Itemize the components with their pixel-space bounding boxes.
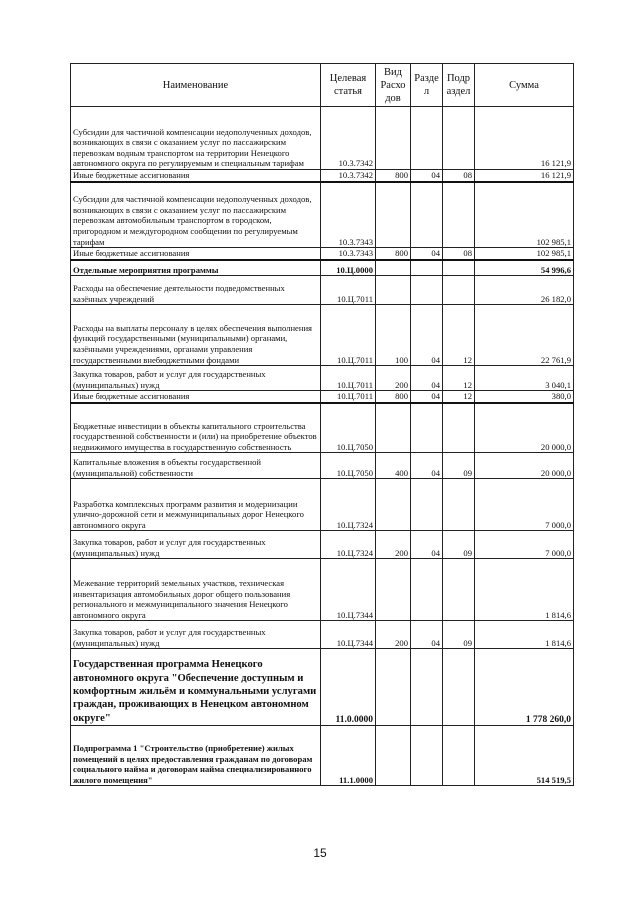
row-sum: 1 778 260,0 — [475, 649, 574, 726]
row-razdel: 04 — [411, 248, 443, 260]
row-target: 10.3.7343 — [321, 248, 376, 260]
row-name: Межевание территорий земельных участков, техническая инвентаризация автомобильных дорог общего пользования регионального и межмуниципального значения Ненецкого автономного округа — [71, 559, 321, 621]
row-sum: 16 121,9 — [475, 170, 574, 182]
row-podrazdel: 08 — [443, 248, 475, 260]
page-number: 15 — [313, 846, 327, 860]
table-row — [71, 107, 574, 170]
row-sum: 54 996,6 — [475, 260, 574, 276]
table-row — [71, 649, 574, 726]
header-podrazdel: Подр аздел — [443, 64, 475, 107]
row-target: 11.1.0000 — [321, 726, 376, 786]
row-name: Иные бюджетные ассигнования — [71, 248, 321, 260]
row-vid — [376, 726, 411, 786]
row-target: 11.0.0000 — [321, 649, 376, 726]
row-razdel — [411, 726, 443, 786]
row-target: 10.3.7343 — [321, 182, 376, 248]
table-row — [71, 276, 574, 305]
row-razdel — [411, 649, 443, 726]
row-podrazdel — [443, 403, 475, 453]
row-vid — [376, 559, 411, 621]
row-name: Расходы на обеспечение деятельности подведомственных казённых учреждений — [71, 276, 321, 305]
row-razdel — [411, 403, 443, 453]
row-target: 10.Ц.7050 — [321, 453, 376, 479]
row-name: Отдельные мероприятия программы — [71, 260, 321, 276]
header-sum: Сумма — [475, 64, 574, 107]
row-razdel — [411, 107, 443, 170]
row-vid — [376, 107, 411, 170]
header-target: Целевая статья — [321, 64, 376, 107]
row-sum: 7 000,0 — [475, 479, 574, 531]
row-name: Подпрограмма 1 "Строительство (приобретение) жилых помещений в целях предоставления гражданам по договорам социального найма и договорам найма специализированного жилого помещения" — [71, 726, 321, 786]
row-razdel — [411, 479, 443, 531]
row-podrazdel: 12 — [443, 366, 475, 391]
row-sum: 380,0 — [475, 391, 574, 403]
table-row — [71, 531, 574, 559]
row-name: Разработка комплексных программ развития и модернизации улично-дорожной сети и межмуниципальных дорог Ненецкого автономного округа — [71, 479, 321, 531]
row-vid — [376, 276, 411, 305]
row-podrazdel: 12 — [443, 391, 475, 403]
row-target: 10.Ц.7011 — [321, 305, 376, 366]
table-row — [71, 726, 574, 786]
budget-table — [70, 63, 574, 786]
row-target: 10.Ц.7011 — [321, 276, 376, 305]
row-podrazdel: 09 — [443, 531, 475, 559]
row-podrazdel — [443, 649, 475, 726]
row-podrazdel: 12 — [443, 305, 475, 366]
table-row — [71, 260, 574, 276]
row-name: Закупка товаров, работ и услуг для государственных (муниципальных) нужд — [71, 366, 321, 391]
table-row — [71, 559, 574, 621]
row-name: Бюджетные инвестиции в объекты капитального строительства государственной собственности и (или) на приобретение объектов недвижимого имущества в государственную собственность — [71, 403, 321, 453]
row-podrazdel — [443, 559, 475, 621]
row-sum: 16 121,9 — [475, 107, 574, 170]
row-target: 10.Ц.7011 — [321, 366, 376, 391]
row-vid: 800 — [376, 170, 411, 182]
row-target: 10.3.7342 — [321, 107, 376, 170]
row-podrazdel — [443, 276, 475, 305]
row-vid — [376, 649, 411, 726]
row-name: Капитальные вложения в объекты государственной (муниципальной) собственности — [71, 453, 321, 479]
row-sum: 7 000,0 — [475, 531, 574, 559]
table-row — [71, 182, 574, 248]
row-name: Закупка товаров, работ и услуг для государственных (муниципальных) нужд — [71, 621, 321, 649]
row-name: Субсидии для частичной компенсации недополученных доходов, возникающих в связи с оказанием услуг по пассажирским перевозкам водным транспортом на территории Ненецкого автономного округа по регулируемым и специальным тарифам — [71, 107, 321, 170]
row-vid — [376, 182, 411, 248]
row-target: 10.Ц.0000 — [321, 260, 376, 276]
header-row — [71, 64, 574, 107]
row-name: Иные бюджетные ассигнования — [71, 391, 321, 403]
row-razdel: 04 — [411, 366, 443, 391]
table-row — [71, 391, 574, 403]
row-podrazdel — [443, 726, 475, 786]
row-target: 10.Ц.7344 — [321, 621, 376, 649]
table-row — [71, 366, 574, 391]
header-name: Наименование — [71, 64, 321, 107]
row-podrazdel: 09 — [443, 621, 475, 649]
row-name: Государственная программа Ненецкого автономного округа "Обеспечение доступным и комфортным жильём и коммунальными услугами граждан, проживающих в Ненецком автономном округе" — [71, 649, 321, 726]
row-sum: 1 814,6 — [475, 559, 574, 621]
row-razdel — [411, 182, 443, 248]
table-row — [71, 170, 574, 182]
row-target: 10.Ц.7050 — [321, 403, 376, 453]
row-razdel: 04 — [411, 391, 443, 403]
row-target: 10.Ц.7344 — [321, 559, 376, 621]
row-razdel: 04 — [411, 453, 443, 479]
row-vid: 800 — [376, 248, 411, 260]
row-razdel: 04 — [411, 305, 443, 366]
row-sum: 3 040,1 — [475, 366, 574, 391]
row-vid: 800 — [376, 391, 411, 403]
row-podrazdel — [443, 182, 475, 248]
row-razdel: 04 — [411, 170, 443, 182]
row-name: Расходы на выплаты персоналу в целях обеспечения выполнения функций государственными (муниципальными) органами, казёнными учреждениями, органами управления государственными внебюджетными фондами — [71, 305, 321, 366]
table-row — [71, 479, 574, 531]
row-name: Субсидии для частичной компенсации недополученных доходов, возникающих в связи с оказанием услуг по пассажирским перевозкам автомобильным транспортом в городском, пригородном и междугородном сообщении по регулируемым тарифам — [71, 182, 321, 248]
row-razdel — [411, 276, 443, 305]
row-sum: 20 000,0 — [475, 453, 574, 479]
row-vid: 200 — [376, 621, 411, 649]
row-razdel — [411, 260, 443, 276]
row-podrazdel — [443, 479, 475, 531]
table-row — [71, 453, 574, 479]
header-razdel: Разде л — [411, 64, 443, 107]
table-row — [71, 403, 574, 453]
row-razdel — [411, 559, 443, 621]
row-vid — [376, 260, 411, 276]
row-vid: 100 — [376, 305, 411, 366]
row-podrazdel: 08 — [443, 170, 475, 182]
row-vid: 200 — [376, 531, 411, 559]
row-sum: 514 519,5 — [475, 726, 574, 786]
row-razdel: 04 — [411, 621, 443, 649]
row-name: Иные бюджетные ассигнования — [71, 170, 321, 182]
row-sum: 22 761,9 — [475, 305, 574, 366]
row-vid: 200 — [376, 366, 411, 391]
row-razdel: 04 — [411, 531, 443, 559]
row-podrazdel: 09 — [443, 453, 475, 479]
row-name: Закупка товаров, работ и услуг для государственных (муниципальных) нужд — [71, 531, 321, 559]
row-podrazdel — [443, 107, 475, 170]
table-row — [71, 248, 574, 260]
row-target: 10.3.7342 — [321, 170, 376, 182]
row-sum: 102 985,1 — [475, 182, 574, 248]
row-vid: 400 — [376, 453, 411, 479]
row-sum: 1 814,6 — [475, 621, 574, 649]
row-sum: 20 000,0 — [475, 403, 574, 453]
row-sum: 26 182,0 — [475, 276, 574, 305]
header-vid: Вид Расхо дов — [376, 64, 411, 107]
row-podrazdel — [443, 260, 475, 276]
row-vid — [376, 479, 411, 531]
row-target: 10.Ц.7011 — [321, 391, 376, 403]
row-target: 10.Ц.7324 — [321, 531, 376, 559]
row-vid — [376, 403, 411, 453]
table-row — [71, 621, 574, 649]
row-target: 10.Ц.7324 — [321, 479, 376, 531]
row-sum: 102 985,1 — [475, 248, 574, 260]
table-row — [71, 305, 574, 366]
